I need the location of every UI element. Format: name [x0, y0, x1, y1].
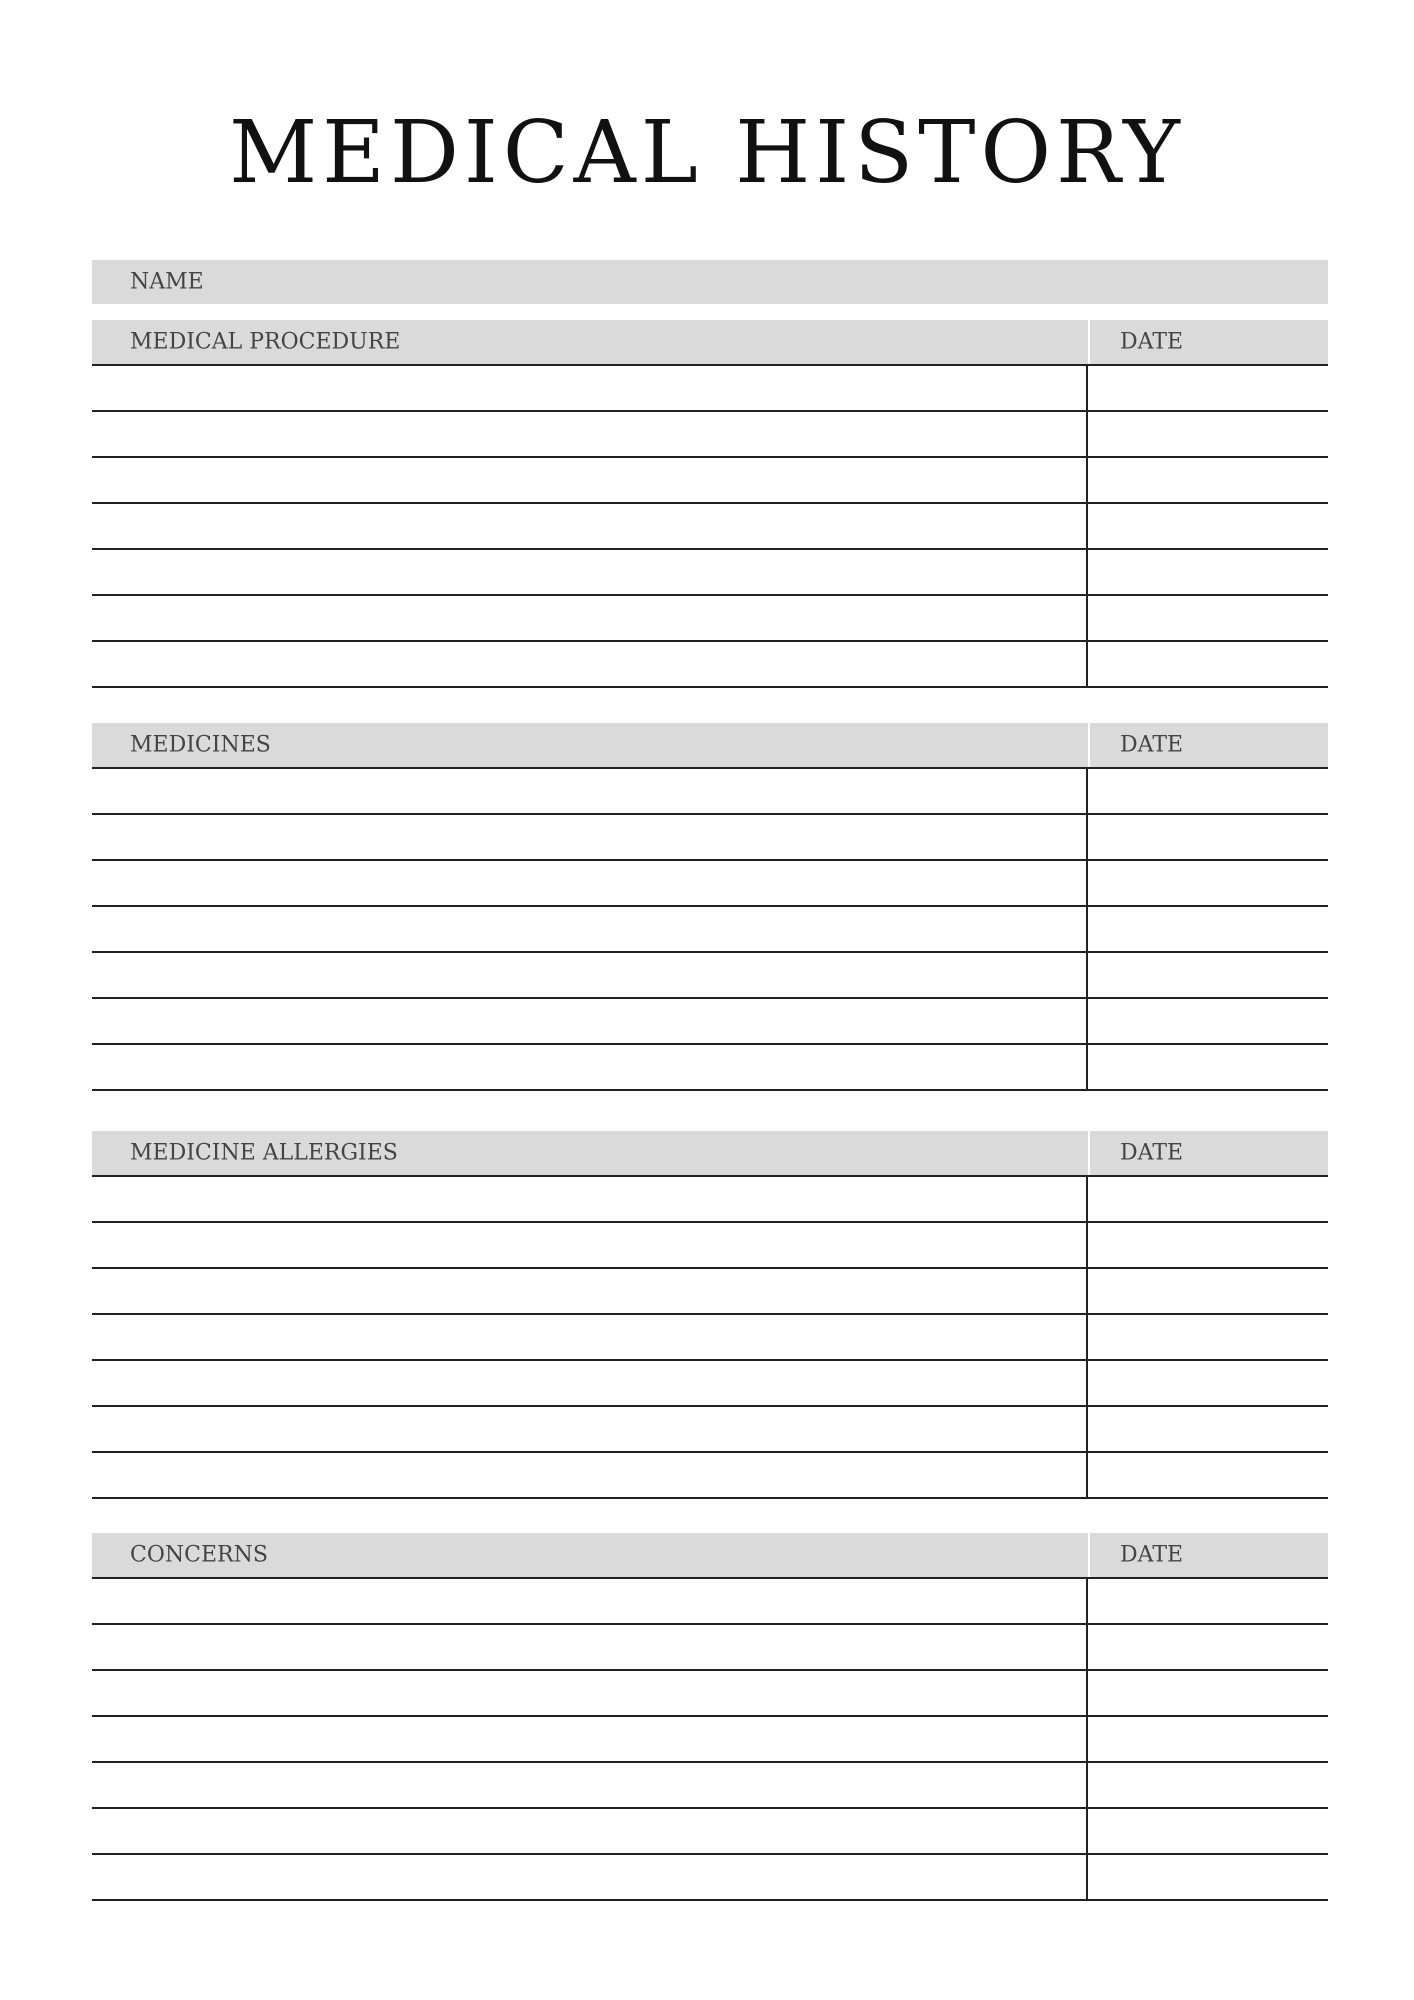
table-row	[92, 999, 1328, 1045]
date-field[interactable]	[1090, 1315, 1328, 1359]
table-row	[92, 1361, 1328, 1407]
date-field[interactable]	[1090, 953, 1328, 997]
entry-field[interactable]	[92, 1361, 1088, 1405]
entry-field[interactable]	[92, 1315, 1088, 1359]
date-field[interactable]	[1090, 642, 1328, 686]
date-field[interactable]	[1090, 1625, 1328, 1669]
entry-field[interactable]	[92, 1453, 1088, 1497]
date-field[interactable]	[1090, 1407, 1328, 1451]
table-row	[92, 1763, 1328, 1809]
date-field[interactable]	[1090, 1045, 1328, 1089]
date-field[interactable]	[1090, 815, 1328, 859]
date-field[interactable]	[1090, 1717, 1328, 1761]
table-row	[92, 1579, 1328, 1625]
entry-rows	[92, 1579, 1328, 1901]
entry-field[interactable]	[92, 596, 1088, 640]
table-row	[92, 815, 1328, 861]
table-row	[92, 458, 1328, 504]
date-field[interactable]	[1090, 1763, 1328, 1807]
date-field[interactable]	[1090, 1269, 1328, 1313]
table-row	[92, 412, 1328, 458]
table-row	[92, 1045, 1328, 1091]
entry-field[interactable]	[92, 861, 1088, 905]
section-label: MEDICAL PROCEDURE	[130, 329, 401, 355]
entry-field[interactable]	[92, 504, 1088, 548]
entry-field[interactable]	[92, 1625, 1088, 1669]
table-row	[92, 1625, 1328, 1671]
section-label: MEDICINE ALLERGIES	[130, 1140, 398, 1166]
entry-field[interactable]	[92, 1223, 1088, 1267]
table-row	[92, 953, 1328, 999]
entry-field[interactable]	[92, 769, 1088, 813]
table-row	[92, 1407, 1328, 1453]
entry-field[interactable]	[92, 999, 1088, 1043]
entry-field[interactable]	[92, 1855, 1088, 1899]
entry-rows	[92, 366, 1328, 688]
date-field[interactable]	[1090, 907, 1328, 951]
section-header	[92, 1533, 1328, 1579]
table-row	[92, 550, 1328, 596]
date-field[interactable]	[1090, 1453, 1328, 1497]
table-row	[92, 1671, 1328, 1717]
table-row	[92, 1453, 1328, 1499]
page-title: MEDICAL HISTORY	[229, 103, 1185, 203]
entry-field[interactable]	[92, 550, 1088, 594]
date-field[interactable]	[1090, 366, 1328, 410]
date-field[interactable]	[1090, 1855, 1328, 1899]
date-field[interactable]	[1090, 458, 1328, 502]
date-field[interactable]	[1090, 596, 1328, 640]
table-row	[92, 596, 1328, 642]
entry-field[interactable]	[92, 815, 1088, 859]
table-row	[92, 1315, 1328, 1361]
date-field[interactable]	[1090, 999, 1328, 1043]
entry-field[interactable]	[92, 1407, 1088, 1451]
date-field[interactable]	[1090, 412, 1328, 456]
table-row	[92, 1809, 1328, 1855]
table-row	[92, 769, 1328, 815]
date-field[interactable]	[1090, 1177, 1328, 1221]
date-field[interactable]	[1090, 1223, 1328, 1267]
date-column-label: DATE	[1120, 1140, 1184, 1166]
table-row	[92, 366, 1328, 412]
entry-field[interactable]	[92, 412, 1088, 456]
entry-field[interactable]	[92, 458, 1088, 502]
entry-field[interactable]	[92, 1763, 1088, 1807]
entry-rows	[92, 1177, 1328, 1499]
entry-field[interactable]	[92, 1671, 1088, 1715]
entry-field[interactable]	[92, 1809, 1088, 1853]
table-row	[92, 1717, 1328, 1763]
date-column-label: DATE	[1120, 1542, 1184, 1568]
date-field[interactable]	[1090, 550, 1328, 594]
date-field[interactable]	[1090, 504, 1328, 548]
table-row	[92, 1223, 1328, 1269]
date-field[interactable]	[1090, 769, 1328, 813]
table-row	[92, 861, 1328, 907]
entry-field[interactable]	[92, 1717, 1088, 1761]
name-label: NAME	[130, 269, 204, 295]
section-header	[92, 1131, 1328, 1177]
entry-field[interactable]	[92, 1269, 1088, 1313]
date-field[interactable]	[1090, 861, 1328, 905]
entry-field[interactable]	[92, 642, 1088, 686]
section-label: MEDICINES	[130, 732, 271, 758]
table-row	[92, 907, 1328, 953]
date-column-label: DATE	[1120, 732, 1184, 758]
date-field[interactable]	[1090, 1579, 1328, 1623]
entry-field[interactable]	[92, 1045, 1088, 1089]
table-row	[92, 642, 1328, 688]
entry-field[interactable]	[92, 1579, 1088, 1623]
table-row	[92, 1177, 1328, 1223]
table-row	[92, 1855, 1328, 1901]
section-label: CONCERNS	[130, 1542, 268, 1568]
date-field[interactable]	[1090, 1361, 1328, 1405]
entry-rows	[92, 769, 1328, 1091]
table-row	[92, 504, 1328, 550]
table-row	[92, 1269, 1328, 1315]
name-field[interactable]	[92, 260, 1328, 304]
entry-field[interactable]	[92, 907, 1088, 951]
entry-field[interactable]	[92, 953, 1088, 997]
date-field[interactable]	[1090, 1671, 1328, 1715]
section-header	[92, 723, 1328, 769]
entry-field[interactable]	[92, 366, 1088, 410]
section-header	[92, 320, 1328, 366]
entry-field[interactable]	[92, 1177, 1088, 1221]
date-column-label: DATE	[1120, 329, 1184, 355]
date-field[interactable]	[1090, 1809, 1328, 1853]
